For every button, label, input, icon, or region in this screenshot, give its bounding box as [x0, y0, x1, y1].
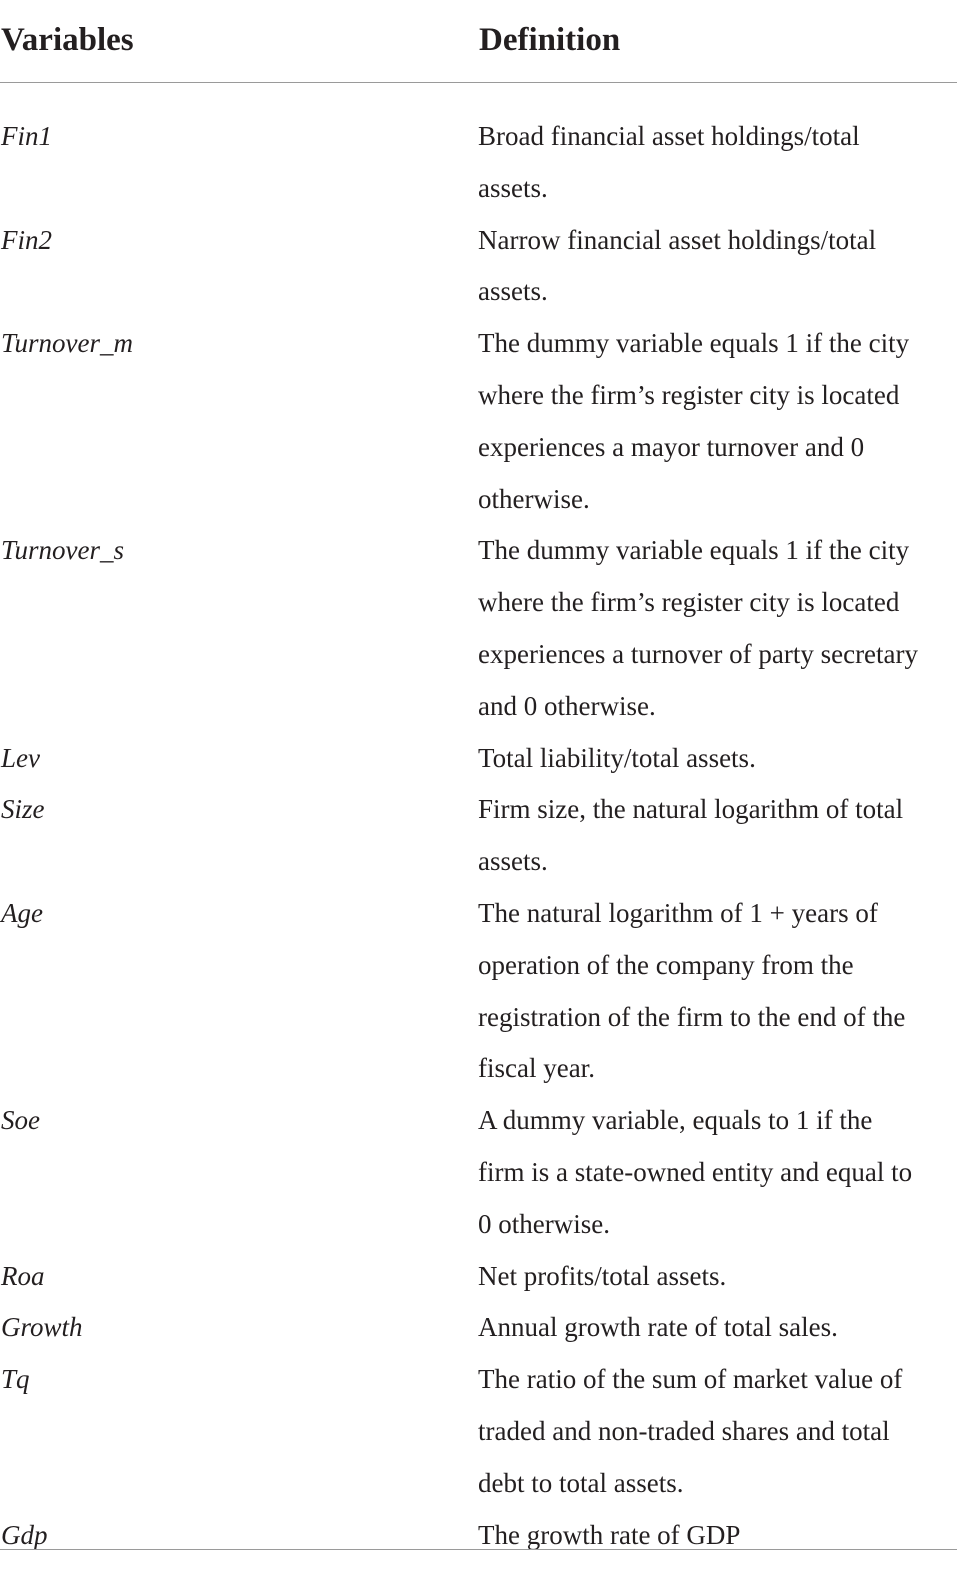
variable-definition [478, 525, 956, 732]
definition-line: traded and non-traded shares and total [478, 1415, 890, 1446]
variable-name: Age [1, 897, 43, 928]
definition-line: where the firm’s register city is located [478, 587, 900, 618]
bottom-rule [0, 1549, 957, 1550]
variable-name: Fin1 [1, 121, 52, 151]
variable-definition [478, 111, 956, 215]
header-variables: Variables [1, 22, 134, 58]
variable-definition [478, 318, 956, 525]
definition-line: The dummy variable equals 1 if the city [478, 535, 910, 566]
table-row [0, 733, 957, 785]
definition-line: experiences a turnover of party secretary [478, 638, 919, 669]
definition-line: Broad financial asset holdings/total [478, 121, 860, 151]
variable-name: Gdp [1, 1519, 48, 1550]
definition-line: Firm size, the natural logarithm of total [478, 794, 904, 825]
definition-line: Annual growth rate of total sales. [478, 1312, 838, 1343]
definition-line: The growth rate of GDP [478, 1519, 741, 1550]
table-row [0, 784, 957, 888]
definition-line: assets. [478, 846, 548, 877]
definition-line: Total liability/total assets. [478, 742, 756, 773]
table-row [0, 1095, 957, 1250]
variable-definition [478, 733, 956, 785]
table-body [0, 83, 957, 1561]
variable-name: Size [1, 794, 45, 825]
variable-name: Turnover_s [1, 535, 125, 566]
definition-line: fiscal year. [478, 1053, 595, 1084]
definition-line: 0 otherwise. [478, 1208, 610, 1239]
table-row [0, 888, 957, 1095]
table-row [0, 1302, 957, 1354]
variable-name: Fin2 [1, 224, 52, 255]
variable-definition [478, 1354, 956, 1509]
definition-line: Net profits/total assets. [478, 1260, 727, 1291]
variable-name: Turnover_m [1, 328, 134, 359]
variable-definition [478, 1510, 956, 1562]
variable-name: Growth [1, 1312, 83, 1343]
table-row [0, 525, 957, 732]
definition-line: debt to total assets. [478, 1467, 684, 1498]
definition-line: where the firm’s register city is located [478, 379, 900, 410]
variable-definition [478, 215, 956, 319]
definition-line: A dummy variable, equals to 1 if the [478, 1105, 873, 1136]
variable-definition [478, 888, 956, 1095]
definition-line: experiences a mayor turnover and 0 [478, 431, 865, 462]
table-row [0, 318, 957, 525]
definition-line: registration of the firm to the end of the [478, 1001, 906, 1032]
variable-name: Lev [1, 742, 40, 773]
definition-line: operation of the company from the [478, 949, 854, 980]
table-row [0, 111, 957, 215]
variable-name: Roa [1, 1260, 45, 1291]
table-row [0, 1354, 957, 1509]
variable-definition [478, 1095, 956, 1250]
definition-line: firm is a state-owned entity and equal to [478, 1156, 913, 1187]
definition-line: Narrow financial asset holdings/total [478, 224, 877, 255]
variable-definition [478, 1302, 956, 1354]
table-row [0, 1251, 957, 1303]
variable-name: Soe [1, 1105, 40, 1136]
definition-line: assets. [478, 276, 548, 307]
definition-line: The dummy variable equals 1 if the city [478, 328, 910, 359]
variable-definition [478, 784, 956, 888]
table-row [0, 1510, 957, 1562]
variable-name: Tq [1, 1364, 30, 1395]
header-definition: Definition [479, 22, 621, 58]
definition-line: and 0 otherwise. [478, 690, 656, 721]
definition-line: The natural logarithm of 1 + years of [478, 897, 878, 928]
definition-line: otherwise. [478, 483, 590, 514]
definition-line: The ratio of the sum of market value of [478, 1364, 903, 1395]
table-header [0, 0, 957, 83]
table-row [0, 215, 957, 319]
variable-definition [478, 1251, 956, 1303]
definition-line: assets. [478, 172, 548, 203]
